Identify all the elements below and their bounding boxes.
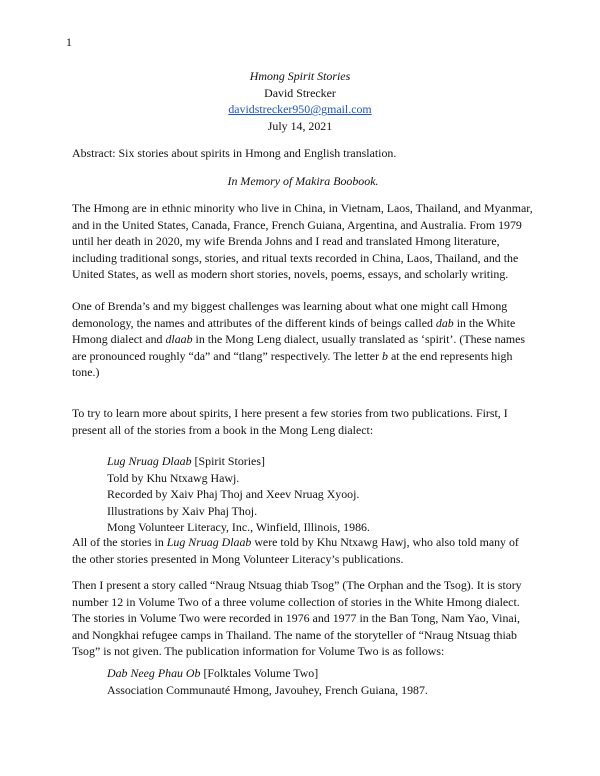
citation1-illustrations: Illustrations by Xaiv Phaj Thoj. bbox=[107, 503, 258, 518]
term-dlaab: dlaab bbox=[165, 332, 193, 347]
dedication bbox=[72, 173, 534, 190]
citation-dab-neeg-phau-ob bbox=[107, 665, 537, 698]
citation-lug-nruag-dlaab bbox=[107, 453, 537, 536]
abstract-text: Abstract: Six stories about spirits in Hmong and English translation. bbox=[72, 146, 397, 160]
term-dab: dab bbox=[435, 315, 454, 330]
book-title-inline: Lug Nruag Dlaab bbox=[166, 535, 252, 549]
citation2-title: Dab Neeg Phau Ob bbox=[107, 666, 201, 680]
abstract bbox=[72, 145, 534, 162]
paragraph-intro-text: The Hmong are in ethnic minority who live in China, in Vietnam, Laos, Thailand, and Myanmar, and in the United States, Canada, France, French Guiana, Argentina, and Australia. From 1979 until her death in 2020, my wife Brenda Johns and I read and translated Hmong literature, including traditional songs, stories, and ritual texts recorded in China, Laos, Thailand, and the United States, as well as modern short stories, novels, poems, essays, and scholarly writing. bbox=[72, 201, 533, 282]
author-email-link[interactable]: davidstrecker950@gmail.com bbox=[228, 102, 372, 117]
paragraph-storyteller-text: All of the stories in Lug Nruag Dlaab were told by Khu Ntxawg Hawj, who also told many of the other stories presented in Mong Volunteer Literacy’s publications. bbox=[72, 535, 519, 566]
letter-b: b bbox=[382, 348, 388, 363]
citation2-publisher: Association Communauté Hmong, Javouhey, French Guiana, 1987. bbox=[107, 682, 428, 697]
title-block bbox=[0, 68, 600, 134]
page-number: 1 bbox=[66, 35, 72, 49]
paragraph-storyteller bbox=[72, 534, 534, 567]
document-title: Hmong Spirit Stories bbox=[249, 69, 351, 83]
dedication-text: In Memory of Makira Boobook. bbox=[227, 174, 379, 188]
citation1-publisher: Mong Volunteer Literacy, Inc., Winfield, Illinois, 1986. bbox=[107, 520, 370, 535]
citation1-title: Lug Nruag Dlaab bbox=[107, 454, 192, 468]
paragraph-orphan-story-text: Then I present a story called “Nraug Ntsuag thiab Tsog” (The Orphan and the Tsog). It is story number 12 in Volume Two of a three volume collection of stories in the White Hmong dialect. The stories in Volume Two were recorded in 1976 and 1977 in the Ban Tong, Nam Yao, Vinai, and Nongkhai refugee camps in Thailand. The name of the storyteller of “Nraug Ntsuag thiab Tsog” is not given. The publication information for Volume Two is as follows: bbox=[72, 578, 522, 659]
author-name: David Strecker bbox=[264, 85, 336, 100]
paragraph-intro bbox=[72, 200, 534, 283]
paragraph-sources-text: To try to learn more about spirits, I here present a few stories from two publications. First, I present all of the stories from a book in the Mong Leng dialect: bbox=[72, 406, 508, 437]
document-date: July 14, 2021 bbox=[267, 118, 333, 133]
paragraph-sources bbox=[72, 405, 534, 438]
citation1-gloss: [Spirit Stories] bbox=[191, 454, 265, 468]
paragraph-orphan-story bbox=[72, 577, 534, 660]
paragraph-demonology-text: One of Brenda’s and my biggest challenges was learning about what one might call Hmong demonology, the names and attributes of the different kinds of beings called dab in the White Hmong dialect and dlaab in the Mong Leng dialect, usually translated as ‘spirit’. (These names are pronounced roughly “da” and “tlang” respectively. The letter b at the end represents high tone.) bbox=[72, 299, 526, 380]
paragraph-demonology bbox=[72, 298, 534, 381]
citation1-recorded-by: Recorded by Xaiv Phaj Thoj and Xeev Nruag Xyooj. bbox=[107, 487, 360, 502]
citation2-gloss: [Folktales Volume Two] bbox=[200, 666, 319, 680]
citation1-told-by: Told by Khu Ntxawg Hawj. bbox=[107, 470, 240, 485]
